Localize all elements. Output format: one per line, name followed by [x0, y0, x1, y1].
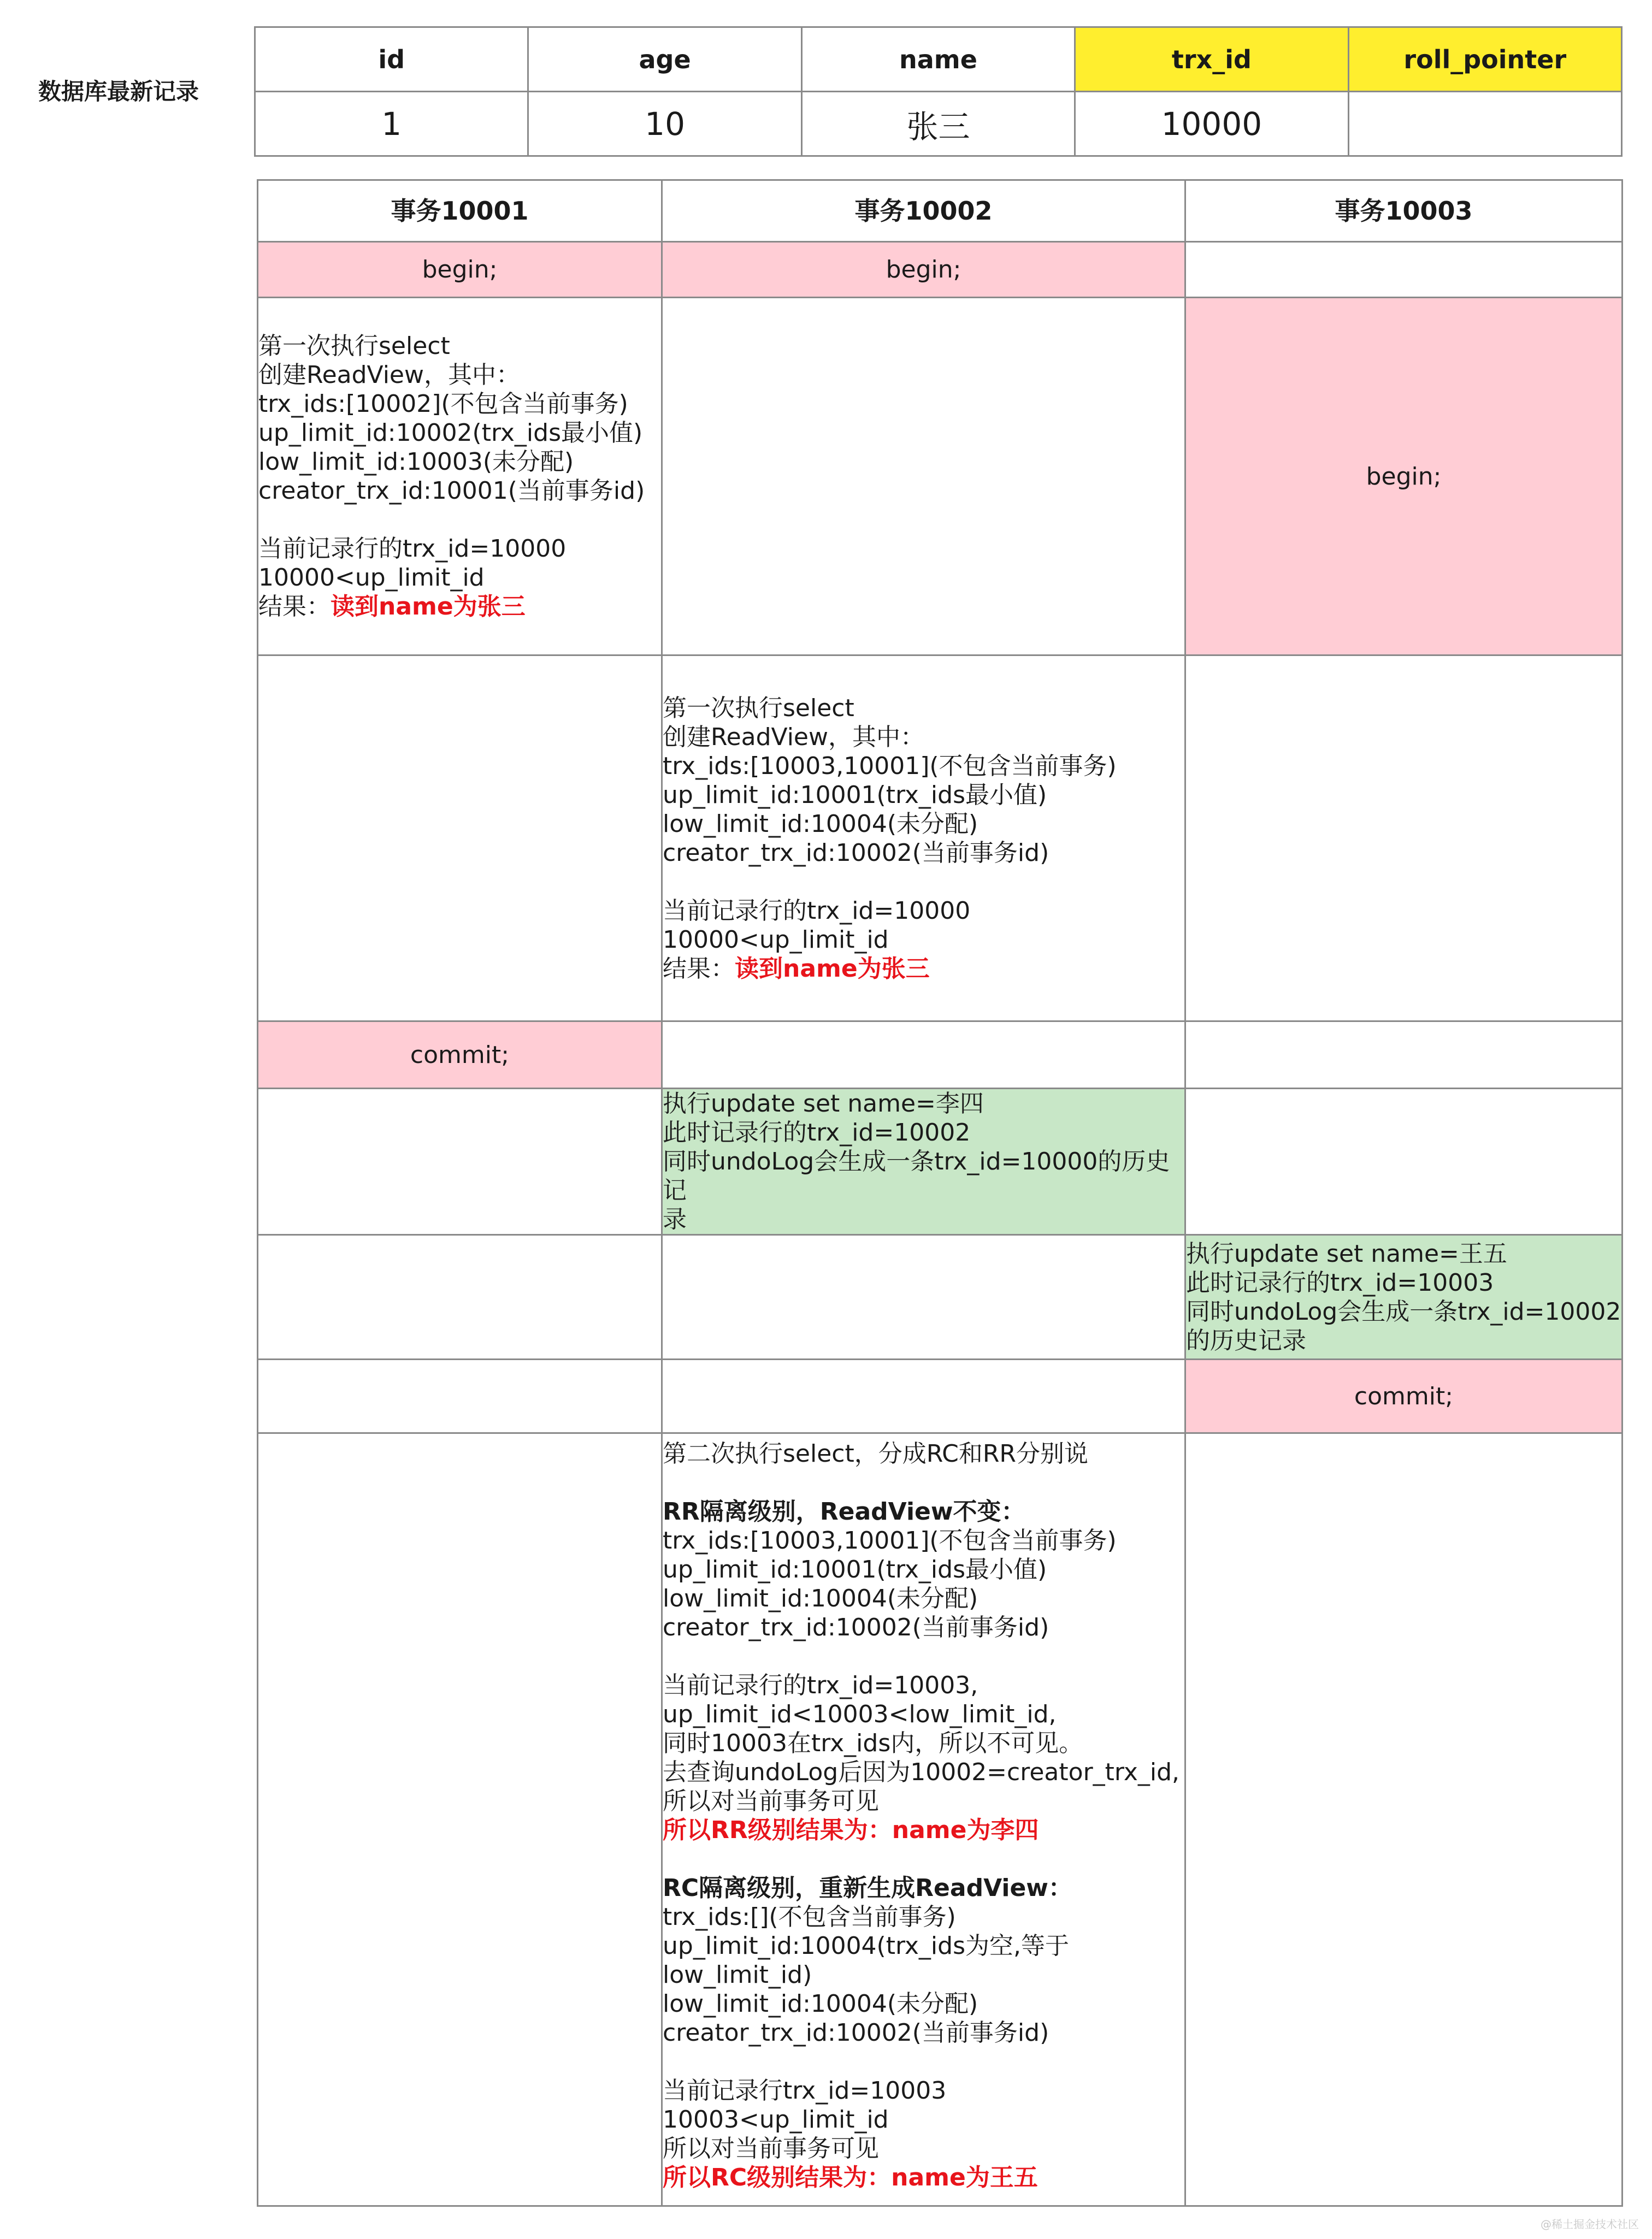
rc-line: up_limit_id:10004(trx_ids为空,等于low_limit_id): [663, 1932, 1069, 1989]
t3-empty-2: [1185, 655, 1622, 1021]
t2-update-line: 录: [663, 1206, 687, 1233]
t1-select-line: [258, 505, 661, 534]
t3-empty-1: [1185, 242, 1622, 298]
rc-title: RC隔离级别，重新生成ReadView：: [663, 1874, 1072, 1902]
spacer: [663, 1468, 1184, 1497]
header-age: age: [528, 27, 801, 92]
t1-empty-2: [258, 655, 662, 1021]
rr-title: RR隔离级别，ReadView不变：: [663, 1498, 1025, 1526]
t1-select-line: up_limit_id:10002(trx_ids最小值): [258, 419, 643, 447]
record-header-row: [255, 27, 1622, 92]
t2-select-line: 当前记录行的trx_id=10000: [663, 896, 971, 925]
t3-update-line: 同时undoLog会生成一条trx_id=10002: [1186, 1297, 1621, 1326]
rr-line: trx_ids:[10003,10001](不包含当前事务): [663, 1527, 1117, 1555]
second-select-intro: 第二次执行select，分成RC和RR分别说: [663, 1440, 1088, 1468]
t2-update-text: [663, 1089, 1184, 1234]
t2-result: 读到name为张三: [735, 954, 930, 983]
t1-first-select: [258, 298, 662, 655]
t2-select-line: 10000<up_limit_id: [663, 925, 889, 954]
rr-line: low_limit_id:10004(未分配): [663, 1585, 978, 1612]
t1-select-line: trx_ids:[10002](不包含当前事务): [258, 390, 628, 418]
transaction-timeline-table: [257, 179, 1623, 2207]
rr-line: creator_trx_id:10002(当前事务id): [663, 1614, 1049, 1641]
spacer: [663, 1845, 1184, 1874]
value-roll-pointer: [1348, 92, 1621, 156]
t3-update: [1185, 1235, 1622, 1360]
row-begin: [258, 242, 1622, 298]
rr-line: [663, 1642, 1184, 1671]
t2-result-prefix: 结果：: [663, 954, 735, 983]
t2-select-line: 第一次执行select: [663, 694, 854, 722]
row-t3-update: [258, 1235, 1622, 1360]
t2-empty-4: [662, 1360, 1185, 1433]
t2-empty-2: [662, 1021, 1185, 1089]
t3-update-line: 此时记录行的trx_id=10003: [1186, 1268, 1494, 1297]
t2-select-line: [663, 867, 1184, 896]
t3-empty-5: [1185, 1433, 1622, 2206]
t3-update-line: 的历史记录: [1186, 1326, 1306, 1355]
row-t3-commit: [258, 1360, 1622, 1433]
row-t1-select: [258, 298, 1622, 655]
record-label: 数据库最新记录: [38, 78, 199, 105]
t3-begin: begin;: [1185, 298, 1622, 655]
t2-first-select: [662, 655, 1185, 1021]
rc-line: low_limit_id:10004(未分配): [663, 1990, 978, 2018]
rr-result: 所以RR级别结果为：name为李四: [663, 1816, 1039, 1844]
t1-empty-3: [258, 1089, 662, 1235]
rr-line: 同时10003在trx_ids内，所以不可见。: [663, 1729, 1083, 1757]
t1-select-line: 当前记录行的trx_id=10000: [258, 535, 567, 563]
t2-select-line: low_limit_id:10004(未分配): [663, 810, 978, 838]
rr-line: up_limit_id:10001(trx_ids最小值): [663, 1556, 1047, 1584]
tx-header-10003: 事务10003: [1185, 180, 1622, 242]
t2-update: [662, 1089, 1185, 1235]
t1-result-line: [258, 592, 661, 621]
t1-empty-4: [258, 1235, 662, 1360]
t3-update-line: 执行update set name=王五: [1186, 1239, 1507, 1268]
header-roll-pointer: roll_pointer: [1348, 27, 1621, 92]
t2-result-line: [663, 954, 1184, 983]
row-t1-commit: [258, 1021, 1622, 1089]
rr-lines: [663, 1526, 1184, 1816]
t1-result: 读到name为张三: [331, 593, 526, 621]
t3-commit: commit;: [1185, 1360, 1622, 1433]
value-name: 张三: [801, 92, 1075, 156]
t3-empty-4: [1185, 1089, 1622, 1235]
rc-line: [663, 2047, 1184, 2076]
tx-header-10001: 事务10001: [258, 180, 662, 242]
tx-header-row: [258, 180, 1622, 242]
t1-commit: commit;: [258, 1021, 662, 1089]
t2-select-line: 创建ReadView，其中：: [663, 723, 924, 751]
rc-result: 所以RC级别结果为：name为王五: [663, 2164, 1038, 2191]
rc-line: 当前记录行trx_id=10003: [663, 2077, 947, 2105]
rc-line: trx_ids:[](不包含当前事务): [663, 1903, 956, 1931]
t2-select-line: trx_ids:[10003,10001](不包含当前事务): [663, 752, 1117, 780]
header-trx-id: trx_id: [1075, 27, 1348, 92]
t2-empty-3: [662, 1235, 1185, 1360]
t2-select-line: creator_trx_id:10002(当前事务id): [663, 838, 1049, 867]
t2-select-line: up_limit_id:10001(trx_ids最小值): [663, 781, 1047, 809]
header-name: name: [801, 27, 1075, 92]
rc-line: 所以对当前事务可见: [663, 2135, 879, 2163]
t1-select-line: 创建ReadView，其中：: [258, 361, 520, 389]
t2-begin: begin;: [662, 242, 1185, 298]
latest-record-table: [254, 26, 1622, 157]
rr-line: up_limit_id<10003<low_limit_id,: [663, 1700, 1057, 1728]
t2-update-line: 同时undoLog会生成一条trx_id=10000的历史记: [663, 1148, 1170, 1204]
t1-empty-6: [258, 1433, 662, 2206]
value-trx-id: 10000: [1075, 92, 1348, 156]
t1-result-prefix: 结果：: [258, 593, 331, 621]
rc-line: creator_trx_id:10002(当前事务id): [663, 2019, 1049, 2047]
tx-header-10002: 事务10002: [662, 180, 1185, 242]
header-id: id: [255, 27, 528, 92]
t2-update-line: 此时记录行的trx_id=10002: [663, 1119, 971, 1147]
t1-select-line: low_limit_id:10003(未分配): [258, 448, 574, 476]
rr-line: 当前记录行的trx_id=10003,: [663, 1671, 978, 1699]
t2-empty-1: [662, 298, 1185, 655]
row-t2-update: [258, 1089, 1622, 1235]
t1-select-line: 第一次执行select: [258, 332, 450, 360]
rc-lines: [663, 1903, 1184, 2163]
t3-update-text: [1186, 1239, 1621, 1355]
t1-select-line: 10000<up_limit_id: [258, 564, 485, 592]
value-age: 10: [528, 92, 801, 156]
row-t2-second-select: [258, 1433, 1622, 2206]
rr-line: 去查询undoLog后因为10002=creator_trx_id,: [663, 1758, 1179, 1786]
t1-empty-5: [258, 1360, 662, 1433]
value-id: 1: [255, 92, 528, 156]
t3-empty-3: [1185, 1021, 1622, 1089]
t2-update-line: 执行update set name=李四: [663, 1090, 984, 1118]
t1-select-text: [258, 332, 661, 592]
t1-select-line: creator_trx_id:10001(当前事务id): [258, 477, 645, 505]
rr-line: 所以对当前事务可见: [663, 1787, 879, 1815]
row-t2-select: [258, 655, 1622, 1021]
t2-select-text: [663, 694, 1184, 954]
rc-line: 10003<up_limit_id: [663, 2106, 889, 2134]
t1-begin: begin;: [258, 242, 662, 298]
watermark: @稀土掘金技术社区: [1541, 2218, 1639, 2231]
record-value-row: [255, 92, 1622, 156]
t2-second-select: [662, 1433, 1185, 2206]
